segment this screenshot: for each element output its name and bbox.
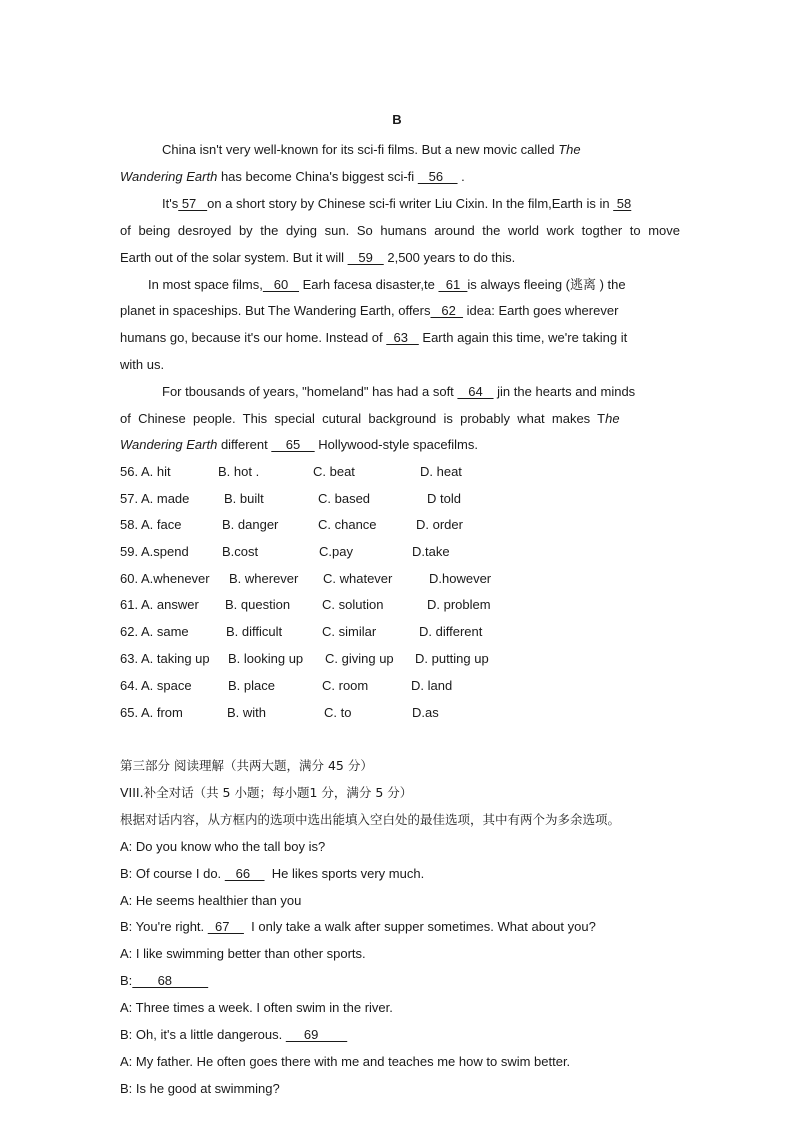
passage-text: In most space films, (148, 277, 263, 292)
option-a: 59. A.spend (120, 544, 189, 559)
option-d: D told (427, 491, 461, 506)
blank-65: 65 (271, 437, 315, 452)
dialogue-line: A: I like swimming better than other sports. (120, 946, 366, 961)
instructions: 根据对话内容，从方框内的选项中选出能填入空白处的最佳选项，其中有两个为多余选项。 (120, 812, 621, 827)
passage-line: with us. (120, 357, 165, 372)
option-d: D. order (416, 517, 463, 532)
option-c: C. based (318, 491, 371, 506)
option-b: B. with (227, 705, 267, 720)
option-a: 63. A. taking up (120, 651, 210, 666)
passage-line (120, 276, 680, 293)
blank-60: 60 (262, 277, 300, 292)
passage-line (120, 410, 680, 427)
dialogue-text: B: Oh, it's a little dangerous. (120, 1027, 286, 1042)
passage-line (120, 383, 680, 400)
option-c: C.pay (319, 544, 353, 559)
option-b: B. wherever (229, 571, 299, 586)
blank-64: 64 (457, 384, 494, 399)
option-b: B.cost (222, 544, 259, 559)
blank-62: 62 (430, 303, 464, 318)
passage-text: Earth again this time, we're taking it (418, 330, 628, 345)
title-italic: Wandering Earth (120, 169, 218, 184)
blank-67: 67 (207, 919, 244, 934)
passage-text: idea: Earth goes wherever (463, 303, 619, 318)
option-c: C. room (322, 678, 369, 693)
passage-text: humans go, because it's our home. Instead of (120, 330, 387, 345)
passage-text: is always fleeing (逃离 ) the (467, 277, 626, 292)
option-b: B. looking up (228, 651, 304, 666)
title-italic: The (558, 142, 581, 157)
blank-66: 66 (224, 866, 265, 881)
title-italic: he (605, 411, 620, 426)
option-a: 62. A. same (120, 624, 189, 639)
option-d: D. different (419, 624, 483, 639)
section-heading: B (392, 112, 402, 127)
dialogue-text: B: (120, 973, 133, 988)
dialogue-line: A: Three times a week. I often swim in the river. (120, 1000, 393, 1015)
option-d: D. putting up (415, 651, 489, 666)
dialogue-text: I only take a walk after supper sometimes. What about you? (243, 919, 596, 934)
title-italic: Wandering Earth (120, 437, 218, 452)
blank-57: 57 (178, 196, 208, 211)
blank-68: 68 (132, 973, 209, 988)
option-c: C. solution (322, 597, 384, 612)
passage-text: Earth out of the solar system. But it will (120, 250, 348, 265)
dialogue-line (120, 865, 680, 882)
dialogue-line: A: My father. He often goes there with me and teaches me how to swim better. (120, 1054, 571, 1069)
dialogue-line: A: He seems healthier than you (120, 893, 302, 908)
option-a: 58. A. face (120, 517, 182, 532)
option-a: 57. A. made (120, 491, 190, 506)
option-b: B. built (224, 491, 264, 506)
passage-text: different (217, 437, 272, 452)
option-c: C. to (324, 705, 352, 720)
dialogue-line (120, 918, 680, 935)
passage-text: planet in spaceships. But The Wandering Earth, offers (120, 303, 431, 318)
option-b: B. difficult (226, 624, 283, 639)
blank-56: 56 (417, 169, 458, 184)
passage-text: For tbousands of years, "homeland" has had a soft (162, 384, 458, 399)
option-c: C. beat (313, 464, 355, 479)
passage-text: of Chinese people. This special cutural background is probably what makes T (120, 411, 606, 426)
option-a: 56. A. hit (120, 464, 171, 479)
dialogue-line: A: Do you know who the tall boy is? (120, 839, 326, 854)
passage-line: of being desroyed by the dying sun. So humans around the world work togther to move (120, 223, 680, 238)
passage-text: has become China's biggest sci-fi (217, 169, 418, 184)
option-a: 60. A.whenever (120, 571, 210, 586)
dialogue-text: B: You're right. (120, 919, 208, 934)
passage-line (120, 302, 680, 319)
passage-line (120, 329, 680, 346)
option-a: 65. A. from (120, 705, 183, 720)
option-b: B. question (225, 597, 291, 612)
passage-line (120, 195, 680, 212)
passage-line (120, 168, 680, 185)
option-d: D. problem (427, 597, 491, 612)
option-d: D.as (412, 705, 439, 720)
passage-text: 2,500 years to do this. (383, 250, 516, 265)
passage-text: on a short story by Chinese sci-fi writer Liu Cixin. In the film,Earth is in (207, 196, 614, 211)
subsection-title: VIII.补全对话（共 5 小题；每小题1 分，满分 5 分） (120, 785, 413, 800)
passage-text: China isn't very well-known for its sci-fi films. But a new movic called (162, 142, 559, 157)
passage-line (120, 249, 680, 266)
option-c: C. giving up (325, 651, 394, 666)
option-c: C. whatever (323, 571, 393, 586)
dialogue-text: B: Of course I do. (120, 866, 225, 881)
option-d: D. heat (420, 464, 462, 479)
part-title: 第三部分 阅读理解（共两大题，满分 45 分） (120, 758, 373, 773)
dialogue-text: He likes sports very much. (264, 866, 425, 881)
option-b: B. hot . (218, 464, 260, 479)
dialogue-line: B: Is he good at swimming? (120, 1081, 280, 1096)
option-d: D. land (411, 678, 453, 693)
option-b: B. place (228, 678, 275, 693)
passage-text: Hollywood-style spacefilms. (314, 437, 478, 452)
option-a: 61. A. answer (120, 597, 199, 612)
passage-text: It's (162, 196, 179, 211)
passage-text: . (457, 169, 465, 184)
blank-61: 61 (438, 277, 468, 292)
option-c: C. chance (318, 517, 377, 532)
option-c: C. similar (322, 624, 377, 639)
blank-63: 63 (386, 330, 419, 345)
passage-text: Earh facesa disaster,te (299, 277, 439, 292)
option-d: D.however (429, 571, 492, 586)
option-d: D.take (412, 544, 450, 559)
passage-text: jin the hearts and minds (493, 384, 636, 399)
dialogue-line (120, 1026, 680, 1043)
blank-59: 59 (347, 250, 384, 265)
dialogue-line (120, 972, 680, 989)
blank-58: 58 (613, 196, 632, 211)
blank-69: 69 (285, 1027, 348, 1042)
passage-line (120, 436, 680, 453)
option-a: 64. A. space (120, 678, 192, 693)
passage-line (120, 141, 680, 158)
option-b: B. danger (222, 517, 279, 532)
